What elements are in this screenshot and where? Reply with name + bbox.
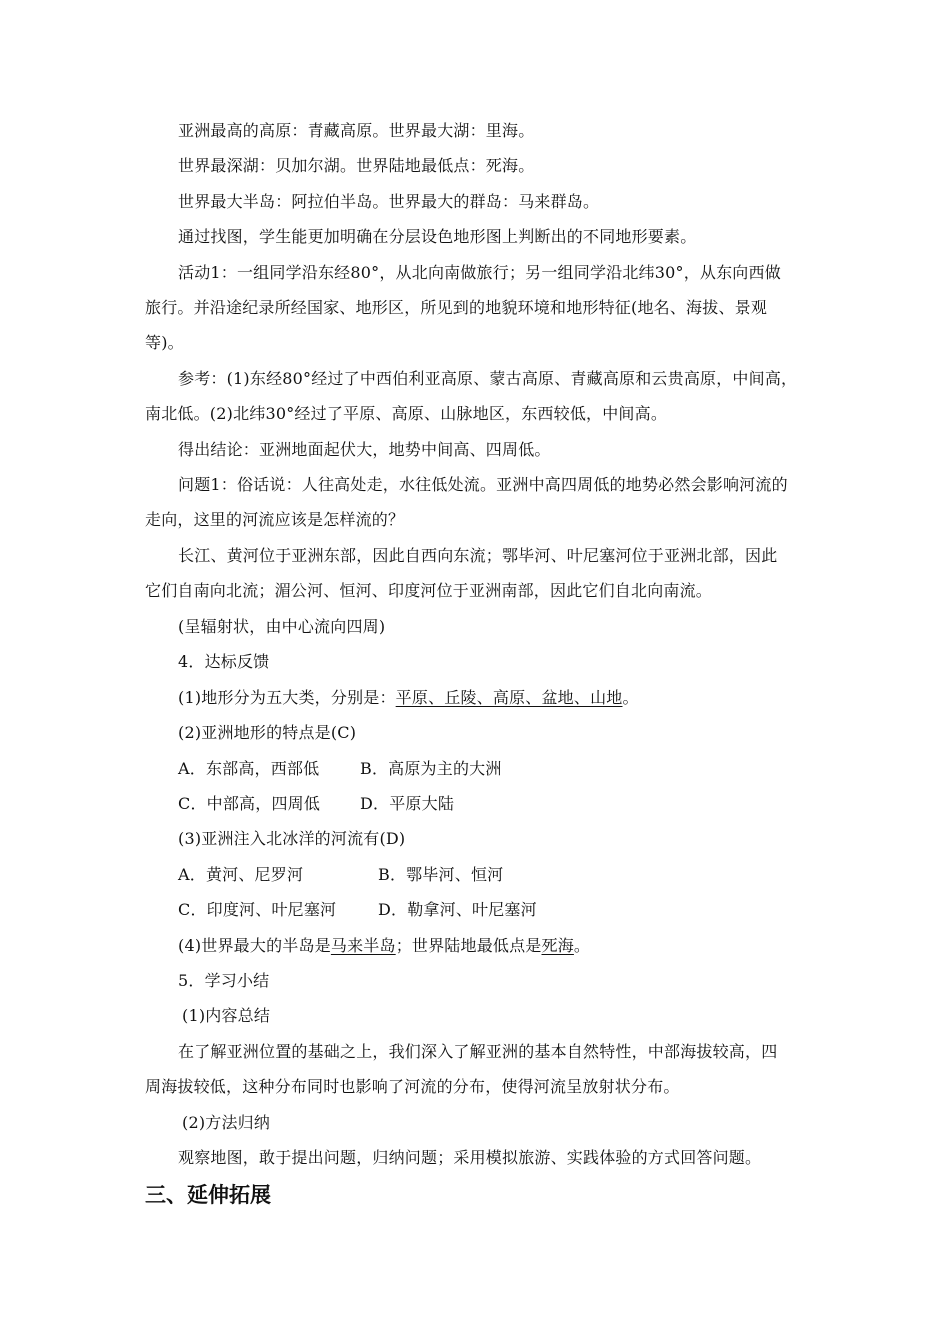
feedback-q2: (2)亚洲地形的特点是(C) (178, 723, 357, 742)
q2-option-c: C．中部高，四周低 (178, 794, 321, 813)
map-finding-note: 通过找图，学生能更加明确在分层设色地形图上判断出的不同地形要素。 (178, 227, 697, 246)
q3-option-b: B．鄂毕河、恒河 (378, 865, 504, 884)
feedback-q4 (178, 936, 858, 956)
rivers-line-3: (呈辐射状，由中心流向四周) (178, 617, 386, 636)
q4-part-1: (4)世界最大的半岛是 (178, 936, 331, 955)
reference-line-1: 参考：(1)东经80°经过了中西伯利亚高原、蒙古高原、青藏高原和云贵高原，中间高， (178, 369, 798, 388)
q2-options-row-1 (178, 759, 858, 779)
q3-option-c: C．印度河、叶尼塞河 (178, 900, 337, 919)
question1-line-2: 走向，这里的河流应该是怎样流的？ (145, 510, 405, 529)
q3-option-a: A．黄河、尼罗河 (178, 865, 304, 884)
q2-options-row-2 (178, 794, 858, 814)
summary-line-2: 周海拔较低，这种分布同时也影响了河流的分布，使得河流呈放射状分布。 (145, 1077, 680, 1096)
fact-deepest-lake: 世界最深湖：贝加尔湖。世界陆地最低点：死海。 (178, 156, 535, 175)
section-heading-extension: 三、延伸拓展 (145, 1183, 271, 1207)
fact-highest-plateau: 亚洲最高的高原：青藏高原。世界最大湖：里海。 (178, 121, 535, 140)
q1-prefix: (1)地形分为五大类，分别是： (178, 688, 396, 707)
q4-answer-2: 死海 (541, 936, 574, 955)
q1-answer: 平原、丘陵、高原、盆地、山地 (395, 688, 623, 707)
q3-options-row-1 (178, 865, 858, 885)
q2-option-a: A．东部高，西部低 (178, 759, 320, 778)
q2-option-b: B．高原为主的大洲 (360, 759, 502, 778)
activity-line-2: 旅行。并沿途纪录所经国家、地形区，所见到的地貌环境和地形特征(地名、海拔、景观 (145, 298, 768, 317)
q4-part-2: ；世界陆地最低点是 (395, 936, 542, 955)
summary-line-1: 在了解亚洲位置的基础之上，我们深入了解亚洲的基本自然特性，中部海拔较高，四 (178, 1042, 778, 1061)
activity-line-3: 等)。 (145, 333, 184, 352)
question1-line-1: 问题1：俗话说：人往高处走，水往低处流。亚洲中高四周低的地势必然会影响河流的 (178, 475, 788, 494)
rivers-line-1: 长江、黄河位于亚洲东部，因此自西向东流；鄂毕河、叶尼塞河位于亚洲北部，因此 (178, 546, 778, 565)
q4-part-3: 。 (573, 936, 591, 955)
q3-option-d: D．勒拿河、叶尼塞河 (378, 900, 537, 919)
activity-line-1: 活动1：一组同学沿东经80°，从北向南做旅行；另一组同学沿北纬30°，从东向西做 (178, 263, 781, 282)
feedback-q1 (178, 688, 858, 708)
q4-answer-1: 马来半岛 (330, 936, 396, 955)
q3-options-row-2 (178, 900, 858, 920)
conclusion: 得出结论：亚洲地面起伏大，地势中间高、四周低。 (178, 440, 551, 459)
section5-title: 5．学习小结 (178, 971, 270, 990)
q2-option-d: D．平原大陆 (360, 794, 455, 813)
feedback-q3: (3)亚洲注入北冰洋的河流有(D) (178, 829, 406, 848)
content-summary-subtitle: (1)内容总结 (182, 1006, 271, 1025)
rivers-line-2: 它们自南向北流；湄公河、恒河、印度河位于亚洲南部，因此它们自北向南流。 (145, 581, 713, 600)
q1-suffix: 。 (622, 688, 639, 707)
method-subtitle: (2)方法归纳 (182, 1113, 271, 1132)
fact-largest-peninsula: 世界最大半岛：阿拉伯半岛。世界最大的群岛：马来群岛。 (178, 192, 600, 211)
method-text: 观察地图，敢于提出问题，归纳问题；采用模拟旅游、实践体验的方式回答问题。 (178, 1148, 762, 1167)
reference-line-2: 南北低。(2)北纬30°经过了平原、高原、山脉地区，东西较低，中间高。 (145, 404, 668, 423)
section4-title: 4．达标反馈 (178, 652, 270, 671)
